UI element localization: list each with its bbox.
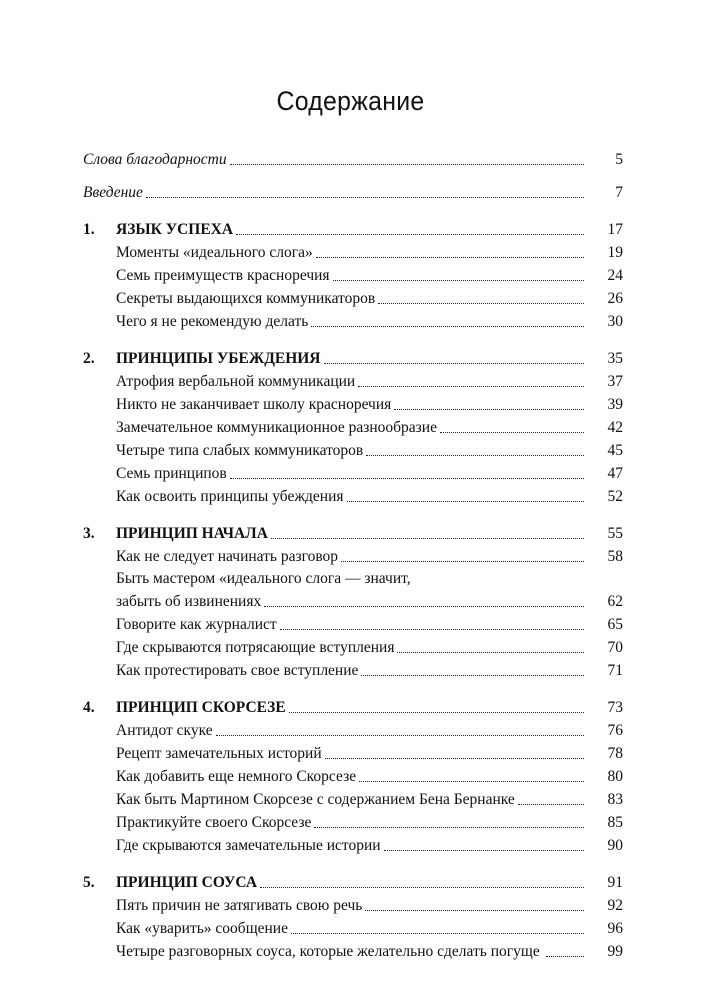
chapter-number: 3. xyxy=(83,525,95,542)
chapter-page: 73 xyxy=(607,699,623,716)
dot-leader xyxy=(394,408,584,410)
toc-entry-page: 7 xyxy=(615,184,623,201)
toc-entry-page: 85 xyxy=(607,814,623,831)
toc-entry-page: 39 xyxy=(607,396,623,413)
toc-entry-title: Введение xyxy=(83,184,143,201)
toc-entry-page: 78 xyxy=(607,745,623,762)
toc-chapter-3[interactable] xyxy=(83,522,623,545)
toc-entry-title: Чего я не рекомендую делать xyxy=(116,313,309,330)
toc-entry-page: 76 xyxy=(607,722,623,739)
dot-leader xyxy=(361,674,584,676)
toc-entry[interactable] xyxy=(83,439,623,462)
chapter-title: ПРИНЦИП НАЧАЛА xyxy=(116,525,268,542)
toc-entry-title: Как быть Мартином Скорсезе с содержанием Бена Бернанке xyxy=(116,791,515,808)
toc-chapter-5[interactable] xyxy=(83,871,623,894)
dot-leader xyxy=(325,757,584,759)
toc-entry-page: 96 xyxy=(607,920,623,937)
dot-leader xyxy=(271,537,584,539)
toc-entry-page: 90 xyxy=(607,837,623,854)
toc-entry-title: Как добавить еще немного Скорсезе xyxy=(116,768,357,785)
dot-leader xyxy=(260,886,584,888)
dot-leader xyxy=(333,279,584,281)
toc-entry-page: 42 xyxy=(607,419,623,436)
toc-entry-title: Пять причин не затягивать свою речь xyxy=(116,897,363,914)
chapter-title: ПРИНЦИПЫ УБЕЖДЕНИЯ xyxy=(116,350,321,367)
toc-entry-title: Секреты выдающихся коммуникаторов xyxy=(116,290,376,307)
toc-entry[interactable] xyxy=(83,393,623,416)
toc-entry-title: Атрофия вербальной коммуникации xyxy=(116,373,356,390)
toc-entry-page: 24 xyxy=(607,267,623,284)
chapter-page: 35 xyxy=(607,350,623,367)
toc-entry[interactable] xyxy=(83,264,623,287)
chapter-number: 5. xyxy=(83,874,95,891)
dot-leader xyxy=(358,385,584,387)
toc-entry-page: 19 xyxy=(607,244,623,261)
toc-entry[interactable] xyxy=(83,590,623,613)
toc-entry[interactable] xyxy=(83,788,623,811)
toc-entry-page: 52 xyxy=(607,488,623,505)
toc-entry-title: Практикуйте своего Скорсезе xyxy=(116,814,312,831)
toc-entry-title: Как освоить принципы убеждения xyxy=(116,488,344,505)
dot-leader xyxy=(341,560,584,562)
dot-leader xyxy=(289,711,584,713)
dot-leader xyxy=(378,302,584,304)
toc-entry-page: 26 xyxy=(607,290,623,307)
dot-leader xyxy=(216,734,584,736)
toc-entry[interactable] xyxy=(83,287,623,310)
toc-entry[interactable] xyxy=(83,765,623,788)
page-title: Содержание xyxy=(276,86,425,116)
chapter-number: 4. xyxy=(83,699,95,716)
toc-chapter-2[interactable] xyxy=(83,347,623,370)
toc-entry-title: Где скрываются замечательные истории xyxy=(116,837,381,854)
toc-entry-page: 58 xyxy=(607,548,623,565)
toc-entry[interactable] xyxy=(83,310,623,333)
chapter-page: 17 xyxy=(607,221,623,238)
toc-entry-title: Как протестировать свое вступление xyxy=(116,662,359,679)
dot-leader xyxy=(236,233,584,235)
chapter-number: 1. xyxy=(83,221,95,238)
toc-entry[interactable] xyxy=(83,636,623,659)
dot-leader xyxy=(546,955,584,957)
toc-entry[interactable] xyxy=(83,834,623,857)
toc-entry[interactable] xyxy=(83,545,623,568)
toc-entry-page: 30 xyxy=(607,313,623,330)
chapter-title: ЯЗЫК УСПЕХА xyxy=(116,221,234,238)
toc-entry-title: Рецепт замечательных историй xyxy=(116,745,322,762)
dot-leader xyxy=(230,163,584,165)
dot-leader xyxy=(384,849,584,851)
toc-entry-title: Семь принципов xyxy=(116,465,227,482)
dot-leader xyxy=(324,362,585,364)
toc-entry-page: 37 xyxy=(607,373,623,390)
toc-entry-title: Как не следует начинать разговор xyxy=(116,548,339,565)
chapter-number: 2. xyxy=(83,350,95,367)
toc-entry-page: 83 xyxy=(607,791,623,808)
toc-entry-title: Говорите как журналист xyxy=(116,616,277,633)
dot-leader xyxy=(366,454,584,456)
toc-entry-introduction[interactable] xyxy=(83,181,623,204)
dot-leader xyxy=(314,826,584,828)
toc-entry-title-line1: Быть мастером «идеального слога — значит, xyxy=(116,570,411,587)
toc-entry[interactable] xyxy=(83,894,623,917)
table-of-contents xyxy=(83,148,623,963)
dot-leader xyxy=(365,909,584,911)
toc-entry-page: 62 xyxy=(607,593,623,610)
toc-entry-title: Четыре типа слабых коммуникаторов xyxy=(116,442,364,459)
toc-entry-title: Где скрываются потрясающие вступления xyxy=(116,639,395,656)
toc-entry[interactable] xyxy=(83,370,623,393)
chapter-title: ПРИНЦИП СОУСА xyxy=(116,874,258,891)
toc-entry-page: 71 xyxy=(607,662,623,679)
toc-entry-page: 80 xyxy=(607,768,623,785)
dot-leader xyxy=(440,431,584,433)
dot-leader xyxy=(230,477,584,479)
dot-leader xyxy=(347,500,584,502)
toc-chapter-1[interactable] xyxy=(83,218,623,241)
dot-leader xyxy=(264,605,584,607)
toc-entry-title-line2: забыть об извинениях xyxy=(116,593,262,610)
toc-chapter-4[interactable] xyxy=(83,696,623,719)
dot-leader xyxy=(311,325,584,327)
toc-entry-title: Моменты «идеального слога» xyxy=(116,244,313,261)
chapter-title: ПРИНЦИП СКОРСЕЗЕ xyxy=(116,699,286,716)
chapter-page: 91 xyxy=(607,874,623,891)
toc-entry[interactable] xyxy=(83,613,623,636)
toc-entry[interactable] xyxy=(83,241,623,264)
toc-entry[interactable] xyxy=(83,485,623,508)
toc-entry-title: Никто не заканчивает школу красноречия xyxy=(116,396,392,413)
toc-entry-title: Четыре разговорных соуса, которые желательно сделать погуще xyxy=(116,943,540,960)
toc-entry-page: 92 xyxy=(607,897,623,914)
dot-leader xyxy=(146,196,584,198)
toc-entry[interactable] xyxy=(83,742,623,765)
toc-entry[interactable] xyxy=(83,416,623,439)
toc-entry-page: 5 xyxy=(615,151,623,168)
toc-entry-page: 65 xyxy=(607,616,623,633)
toc-entry-title: Антидот скуке xyxy=(116,722,213,739)
toc-entry-title: Слова благодарности xyxy=(83,151,227,168)
toc-entry[interactable] xyxy=(83,719,623,742)
toc-entry-title: Как «уварить» сообщение xyxy=(116,920,288,937)
dot-leader xyxy=(316,256,584,258)
toc-entry[interactable] xyxy=(83,811,623,834)
dot-leader xyxy=(359,780,584,782)
toc-entry[interactable] xyxy=(83,659,623,682)
toc-entry-page: 99 xyxy=(607,943,623,960)
toc-entry[interactable] xyxy=(83,462,623,485)
toc-entry-title: Замечательное коммуникационное разнообразие xyxy=(116,419,437,436)
toc-entry[interactable] xyxy=(83,917,623,940)
toc-entry-page: 70 xyxy=(607,639,623,656)
toc-entry-page: 45 xyxy=(607,442,623,459)
toc-entry-title: Семь преимуществ красноречия xyxy=(116,267,330,284)
toc-entry-page: 47 xyxy=(607,465,623,482)
toc-entry[interactable] xyxy=(83,940,623,963)
toc-entry-acknowledgements[interactable] xyxy=(83,148,623,171)
dot-leader xyxy=(291,932,584,934)
dot-leader xyxy=(397,651,584,653)
chapter-page: 55 xyxy=(607,525,623,542)
dot-leader xyxy=(280,628,584,630)
dot-leader xyxy=(518,803,584,805)
